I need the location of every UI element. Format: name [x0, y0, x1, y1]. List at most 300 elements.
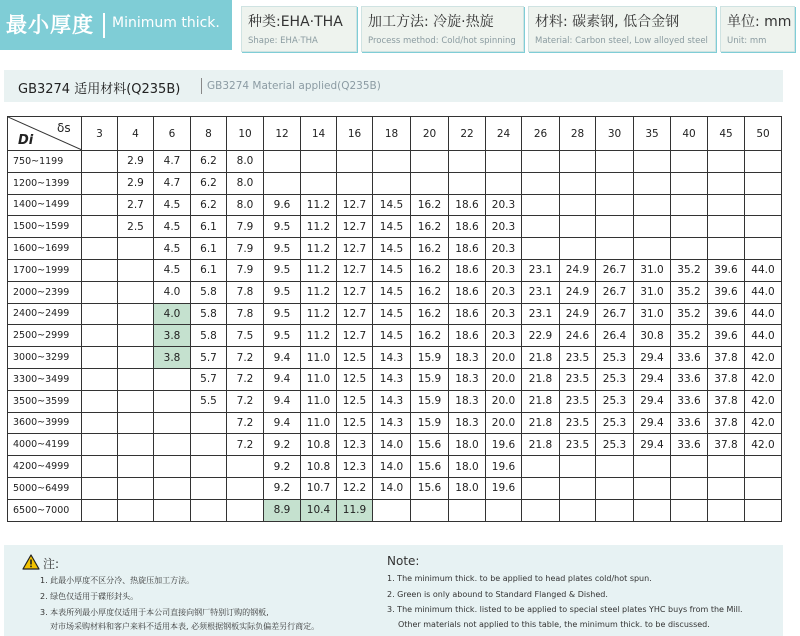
thickness-cell — [82, 238, 118, 260]
thickness-cell: 18.6 — [449, 281, 486, 303]
column-header: 24 — [486, 117, 522, 151]
thickness-cell — [82, 477, 118, 499]
thickness-cell — [118, 390, 154, 412]
thickness-cell — [191, 434, 227, 456]
thickness-cell: 15.6 — [411, 456, 449, 478]
thickness-cell: 23.1 — [522, 303, 560, 325]
thickness-cell: 29.4 — [634, 347, 671, 369]
column-header: 45 — [708, 117, 745, 151]
thickness-cell: 42.0 — [745, 434, 782, 456]
thickness-cell: 29.4 — [634, 390, 671, 412]
thickness-cell — [82, 390, 118, 412]
thickness-cell — [154, 368, 191, 390]
thickness-cell: 18.6 — [449, 259, 486, 281]
thickness-cell — [118, 412, 154, 434]
thickness-cell: 15.6 — [411, 477, 449, 499]
column-header: 22 — [449, 117, 486, 151]
column-header: 10 — [227, 117, 264, 151]
thickness-cell: 16.2 — [411, 194, 449, 216]
thickness-cell: 35.2 — [671, 259, 708, 281]
thickness-cell — [560, 499, 596, 521]
thickness-cell: 12.2 — [337, 477, 373, 499]
corner-header-cell — [8, 117, 82, 151]
thickness-cell: 7.8 — [227, 303, 264, 325]
thickness-cell: 26.7 — [596, 303, 634, 325]
thickness-cell: 11.2 — [301, 325, 337, 347]
thickness-cell — [191, 456, 227, 478]
thickness-cell — [118, 347, 154, 369]
thickness-cell — [82, 172, 118, 194]
thickness-cell: 14.5 — [373, 303, 411, 325]
thickness-cell — [82, 303, 118, 325]
thickness-cell — [191, 412, 227, 434]
thickness-cell — [154, 456, 191, 478]
diameter-range-cell: 3300~3499 — [8, 368, 82, 390]
thickness-cell: 7.2 — [227, 368, 264, 390]
thickness-cell — [82, 325, 118, 347]
shape-info-box — [241, 6, 357, 52]
thickness-cell — [560, 238, 596, 260]
table-row — [8, 412, 782, 434]
thickness-cell — [708, 172, 745, 194]
thickness-cell: 5.7 — [191, 368, 227, 390]
thickness-cell: 23.5 — [560, 390, 596, 412]
thickness-cell: 11.2 — [301, 216, 337, 238]
thickness-cell: 12.5 — [337, 368, 373, 390]
table-row — [8, 172, 782, 194]
thickness-cell: 19.6 — [486, 456, 522, 478]
thickness-cell — [82, 434, 118, 456]
process-label-en: Process method: Cold/hot spinning — [368, 36, 516, 46]
thickness-cell: 18.3 — [449, 412, 486, 434]
thickness-cell — [82, 347, 118, 369]
thickness-cell — [708, 151, 745, 173]
thickness-cell — [671, 477, 708, 499]
table-row — [8, 456, 782, 478]
notes-title-en: Note: — [387, 554, 420, 568]
thickness-cell — [411, 172, 449, 194]
diameter-range-cell: 750~1199 — [8, 151, 82, 173]
thickness-cell — [708, 456, 745, 478]
thickness-cell — [264, 151, 301, 173]
thickness-cell: 15.9 — [411, 390, 449, 412]
thickness-cell — [486, 172, 522, 194]
thickness-cell: 18.6 — [449, 325, 486, 347]
thickness-cell — [301, 172, 337, 194]
thickness-cell: 5.5 — [191, 390, 227, 412]
thickness-cell: 18.3 — [449, 390, 486, 412]
thickness-cell: 21.8 — [522, 434, 560, 456]
column-header: 40 — [671, 117, 708, 151]
thickness-cell: 14.3 — [373, 347, 411, 369]
thickness-cell: 33.6 — [671, 368, 708, 390]
diameter-range-cell: 4000~4199 — [8, 434, 82, 456]
table-row — [8, 325, 782, 347]
thickness-cell: 16.2 — [411, 281, 449, 303]
thickness-cell: 14.0 — [373, 434, 411, 456]
thickness-cell: 18.3 — [449, 347, 486, 369]
thickness-cell: 15.6 — [411, 434, 449, 456]
thickness-cell — [596, 456, 634, 478]
material-info-box — [528, 6, 716, 52]
thickness-cell — [154, 412, 191, 434]
thickness-cell: 14.0 — [373, 477, 411, 499]
thickness-cell — [118, 477, 154, 499]
thickness-cell — [522, 151, 560, 173]
thickness-cell — [118, 259, 154, 281]
thickness-cell — [373, 151, 411, 173]
warning-icon — [22, 554, 40, 570]
thickness-cell: 33.6 — [671, 412, 708, 434]
thickness-cell: 16.2 — [411, 216, 449, 238]
title-divider — [103, 13, 105, 38]
thickness-cell: 44.0 — [745, 281, 782, 303]
column-axis-label: δs — [57, 121, 71, 135]
thickness-cell: 42.0 — [745, 368, 782, 390]
thickness-cell: 42.0 — [745, 347, 782, 369]
thickness-cell: 20.0 — [486, 412, 522, 434]
thickness-cell: 23.5 — [560, 368, 596, 390]
thickness-cell — [486, 151, 522, 173]
thickness-cell: 3.8 — [154, 325, 191, 347]
thickness-cell: 4.5 — [154, 216, 191, 238]
unit-label-en: Unit: mm — [727, 36, 767, 46]
thickness-cell: 11.0 — [301, 390, 337, 412]
thickness-cell — [560, 456, 596, 478]
thickness-cell: 14.5 — [373, 238, 411, 260]
thickness-cell: 18.6 — [449, 238, 486, 260]
thickness-cell — [154, 477, 191, 499]
thickness-cell: 20.3 — [486, 281, 522, 303]
thickness-cell — [118, 456, 154, 478]
page-title-en: Minimum thick. — [112, 15, 220, 31]
thickness-cell: 25.3 — [596, 368, 634, 390]
thickness-cell: 11.2 — [301, 259, 337, 281]
thickness-cell — [745, 238, 782, 260]
thickness-cell — [596, 172, 634, 194]
thickness-cell: 2.9 — [118, 151, 154, 173]
thickness-cell: 20.0 — [486, 390, 522, 412]
thickness-cell — [671, 456, 708, 478]
shape-label: 种类:EHA·THA — [248, 14, 343, 30]
thickness-cell: 8.0 — [227, 172, 264, 194]
column-header: 18 — [373, 117, 411, 151]
thickness-cell — [82, 499, 118, 521]
table-row — [8, 194, 782, 216]
thickness-cell: 15.9 — [411, 368, 449, 390]
thickness-cell: 14.5 — [373, 325, 411, 347]
thickness-cell — [154, 390, 191, 412]
thickness-cell: 14.5 — [373, 194, 411, 216]
table-row — [8, 477, 782, 499]
thickness-cell: 31.0 — [634, 259, 671, 281]
column-header: 35 — [634, 117, 671, 151]
thickness-cell: 44.0 — [745, 303, 782, 325]
thickness-cell — [634, 194, 671, 216]
thickness-cell: 5.8 — [191, 325, 227, 347]
thickness-cell: 20.3 — [486, 259, 522, 281]
thickness-cell: 39.6 — [708, 281, 745, 303]
thickness-cell: 25.3 — [596, 347, 634, 369]
thickness-cell: 14.5 — [373, 259, 411, 281]
thickness-cell: 11.0 — [301, 347, 337, 369]
thickness-cell — [82, 456, 118, 478]
thickness-cell — [118, 499, 154, 521]
thickness-cell: 7.9 — [227, 238, 264, 260]
thickness-cell — [82, 151, 118, 173]
thickness-cell: 18.3 — [449, 368, 486, 390]
thickness-cell: 16.2 — [411, 259, 449, 281]
header — [0, 0, 800, 52]
thickness-cell — [522, 456, 560, 478]
thickness-cell: 18.0 — [449, 477, 486, 499]
thickness-cell: 20.0 — [486, 347, 522, 369]
thickness-cell — [708, 499, 745, 521]
thickness-cell: 24.9 — [560, 303, 596, 325]
thickness-cell — [634, 499, 671, 521]
shape-label-en: Shape: EHA·THA — [248, 36, 318, 46]
table-row — [8, 434, 782, 456]
thickness-cell — [671, 151, 708, 173]
thickness-cell: 3.8 — [154, 347, 191, 369]
thickness-cell — [191, 499, 227, 521]
thickness-cell: 9.4 — [264, 368, 301, 390]
thickness-cell: 23.5 — [560, 347, 596, 369]
thickness-cell: 4.5 — [154, 259, 191, 281]
thickness-cell: 6.2 — [191, 194, 227, 216]
thickness-cell: 35.2 — [671, 325, 708, 347]
thickness-cell: 35.2 — [671, 281, 708, 303]
column-header: 26 — [522, 117, 560, 151]
thickness-cell — [227, 456, 264, 478]
thickness-cell — [82, 216, 118, 238]
diameter-range-cell: 3500~3599 — [8, 390, 82, 412]
note-cn-line: 对市场采购材料和客户来料不适用本表, 必须根据钢板实际负偏差另行商定。 — [50, 622, 320, 631]
thickness-cell: 9.4 — [264, 412, 301, 434]
diameter-range-cell: 1400~1499 — [8, 194, 82, 216]
material-subheader — [4, 70, 783, 102]
material-label-en: Material: Carbon steel, Low alloyed steel — [535, 36, 708, 46]
column-header: 28 — [560, 117, 596, 151]
thickness-cell — [522, 499, 560, 521]
note-en-line: 3. The minimum thick. listed to be applied to special steel plates YHC buys from the Mill. — [387, 605, 743, 614]
thickness-cell: 18.6 — [449, 194, 486, 216]
thickness-cell: 26.4 — [596, 325, 634, 347]
thickness-cell: 10.4 — [301, 499, 337, 521]
thickness-cell: 14.0 — [373, 456, 411, 478]
thickness-cell: 11.9 — [337, 499, 373, 521]
minimum-thickness-table — [7, 116, 782, 522]
thickness-cell: 4.5 — [154, 238, 191, 260]
thickness-cell — [522, 238, 560, 260]
thickness-cell: 22.9 — [522, 325, 560, 347]
thickness-cell: 37.8 — [708, 390, 745, 412]
thickness-cell: 2.9 — [118, 172, 154, 194]
thickness-cell: 9.5 — [264, 216, 301, 238]
thickness-cell: 25.3 — [596, 434, 634, 456]
thickness-cell: 24.9 — [560, 259, 596, 281]
thickness-cell: 35.2 — [671, 303, 708, 325]
thickness-cell: 7.9 — [227, 259, 264, 281]
page-title: 最小厚度 — [6, 13, 94, 37]
thickness-cell — [708, 194, 745, 216]
thickness-cell: 7.9 — [227, 216, 264, 238]
thickness-cell: 42.0 — [745, 390, 782, 412]
thickness-cell: 9.2 — [264, 456, 301, 478]
thickness-cell: 30.8 — [634, 325, 671, 347]
thickness-cell — [745, 151, 782, 173]
thickness-cell: 2.5 — [118, 216, 154, 238]
thickness-cell: 21.8 — [522, 412, 560, 434]
thickness-cell — [596, 216, 634, 238]
thickness-cell: 7.8 — [227, 281, 264, 303]
thickness-cell: 21.8 — [522, 390, 560, 412]
thickness-cell: 18.0 — [449, 434, 486, 456]
thickness-cell: 9.6 — [264, 194, 301, 216]
diameter-range-cell: 3000~3299 — [8, 347, 82, 369]
thickness-cell: 21.8 — [522, 347, 560, 369]
thickness-cell: 7.5 — [227, 325, 264, 347]
thickness-cell: 12.5 — [337, 390, 373, 412]
thickness-cell — [337, 172, 373, 194]
thickness-cell: 24.9 — [560, 281, 596, 303]
diameter-range-cell: 1600~1699 — [8, 238, 82, 260]
thickness-cell: 2.7 — [118, 194, 154, 216]
thickness-cell: 37.8 — [708, 347, 745, 369]
thickness-cell: 24.6 — [560, 325, 596, 347]
thickness-cell: 23.1 — [522, 281, 560, 303]
note-cn-line: 3. 本表所列最小厚度仅适用于本公司直接向钢厂特别订购的钢板, — [40, 608, 269, 617]
note-en-line: 2. Green is only abound to Standard Flanged & Dished. — [387, 590, 608, 599]
thickness-cell: 6.2 — [191, 172, 227, 194]
thickness-cell: 12.7 — [337, 216, 373, 238]
thickness-cell — [82, 412, 118, 434]
thickness-cell — [522, 172, 560, 194]
table-row — [8, 347, 782, 369]
thickness-cell: 39.6 — [708, 259, 745, 281]
material-label: 材料: 碳素钢, 低合金钢 — [535, 14, 680, 30]
row-axis-label: Di — [18, 133, 34, 148]
thickness-cell — [82, 281, 118, 303]
thickness-cell — [227, 499, 264, 521]
thickness-cell: 6.2 — [191, 151, 227, 173]
thickness-cell — [745, 216, 782, 238]
thickness-cell: 20.3 — [486, 238, 522, 260]
thickness-cell — [449, 499, 486, 521]
thickness-cell: 9.4 — [264, 347, 301, 369]
diameter-range-cell: 2000~2399 — [8, 281, 82, 303]
diameter-range-cell: 3600~3999 — [8, 412, 82, 434]
thickness-cell — [337, 151, 373, 173]
thickness-cell: 39.6 — [708, 325, 745, 347]
thickness-cell: 9.4 — [264, 390, 301, 412]
thickness-cell: 20.0 — [486, 368, 522, 390]
thickness-cell: 20.3 — [486, 303, 522, 325]
thickness-cell: 9.2 — [264, 477, 301, 499]
thickness-cell: 25.3 — [596, 390, 634, 412]
thickness-cell: 15.9 — [411, 347, 449, 369]
thickness-cell — [411, 151, 449, 173]
thickness-cell: 9.5 — [264, 325, 301, 347]
thickness-cell: 19.6 — [486, 434, 522, 456]
thickness-cell: 4.5 — [154, 194, 191, 216]
thickness-cell: 20.3 — [486, 194, 522, 216]
table-row — [8, 151, 782, 173]
note-cn-line: 1. 此最小厚度不区分冷、热旋压加工方法。 — [40, 576, 195, 585]
thickness-cell: 12.7 — [337, 281, 373, 303]
thickness-cell — [118, 281, 154, 303]
thickness-cell — [671, 238, 708, 260]
thickness-cell: 7.2 — [227, 390, 264, 412]
thickness-cell: 9.5 — [264, 281, 301, 303]
thickness-cell — [191, 477, 227, 499]
table-row — [8, 368, 782, 390]
thickness-cell: 4.7 — [154, 172, 191, 194]
thickness-cell — [745, 172, 782, 194]
thickness-cell — [634, 172, 671, 194]
thickness-cell — [708, 477, 745, 499]
table-row — [8, 238, 782, 260]
thickness-cell: 4.0 — [154, 303, 191, 325]
thickness-cell: 11.2 — [301, 238, 337, 260]
notes-title-cn: 注: — [43, 557, 60, 571]
thickness-cell: 29.4 — [634, 434, 671, 456]
thickness-cell: 6.1 — [191, 238, 227, 260]
thickness-cell: 37.8 — [708, 368, 745, 390]
column-header: 14 — [301, 117, 337, 151]
thickness-cell: 31.0 — [634, 303, 671, 325]
thickness-cell — [118, 368, 154, 390]
thickness-cell: 26.7 — [596, 281, 634, 303]
thickness-cell: 44.0 — [745, 325, 782, 347]
thickness-cell: 12.5 — [337, 412, 373, 434]
thickness-cell — [154, 434, 191, 456]
thickness-cell: 9.5 — [264, 303, 301, 325]
notes-panel — [4, 545, 783, 636]
thickness-cell: 12.7 — [337, 325, 373, 347]
thickness-cell — [745, 477, 782, 499]
thickness-cell — [82, 194, 118, 216]
thickness-cell: 18.0 — [449, 456, 486, 478]
thickness-cell — [118, 303, 154, 325]
thickness-cell: 9.5 — [264, 259, 301, 281]
thickness-cell: 33.6 — [671, 390, 708, 412]
thickness-cell — [373, 172, 411, 194]
thickness-cell — [634, 456, 671, 478]
thickness-cell: 23.1 — [522, 259, 560, 281]
process-info-box — [361, 6, 524, 52]
thickness-cell: 18.6 — [449, 303, 486, 325]
subheader-title: GB3274 适用材料(Q235B) — [18, 82, 181, 97]
thickness-cell: 11.2 — [301, 194, 337, 216]
thickness-cell: 20.3 — [486, 325, 522, 347]
thickness-cell — [634, 477, 671, 499]
column-header: 20 — [411, 117, 449, 151]
thickness-cell — [596, 194, 634, 216]
thickness-cell: 7.2 — [227, 412, 264, 434]
thickness-cell: 12.3 — [337, 456, 373, 478]
thickness-cell — [634, 151, 671, 173]
table-row — [8, 259, 782, 281]
thickness-cell: 23.5 — [560, 434, 596, 456]
thickness-cell: 39.6 — [708, 303, 745, 325]
thickness-cell: 8.0 — [227, 151, 264, 173]
thickness-cell — [745, 194, 782, 216]
thickness-cell: 5.8 — [191, 281, 227, 303]
thickness-cell — [522, 477, 560, 499]
thickness-cell: 14.3 — [373, 390, 411, 412]
thickness-cell — [671, 194, 708, 216]
